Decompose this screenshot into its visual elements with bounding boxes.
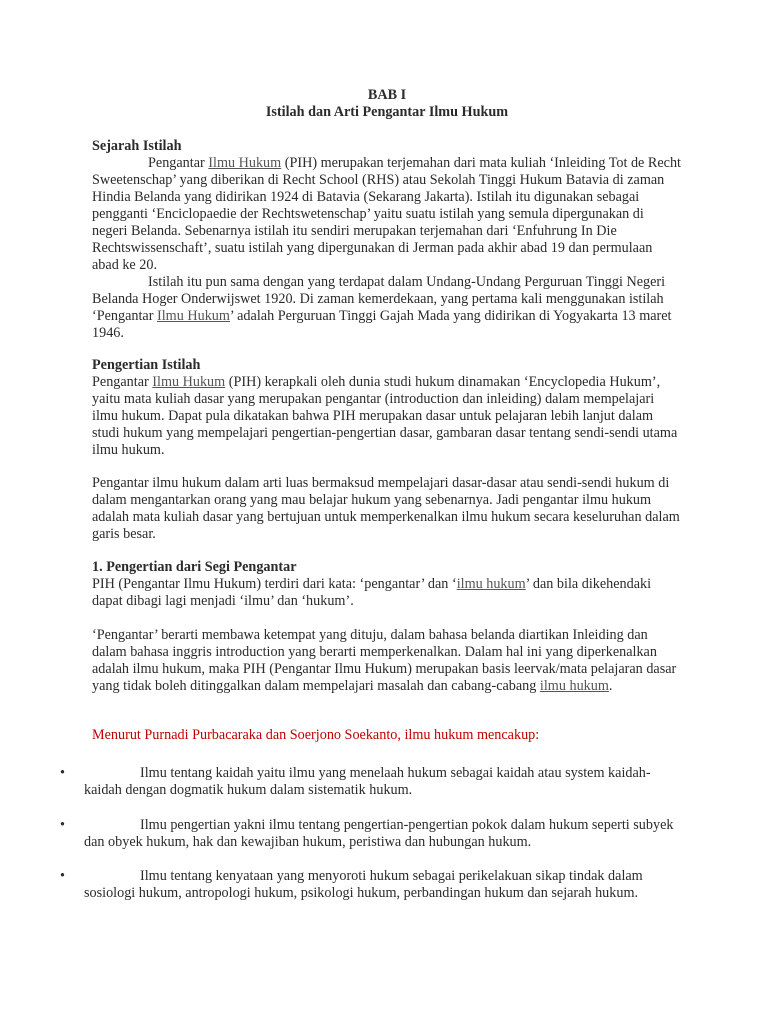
paragraph-sejarah-2: Istilah itu pun sama dengan yang terdapat dalam Undang-Undang Perguruan Tinggi Negeri Belanda Hoger Onderwijswet 1920. Di zaman kemerdekaan, yang pertama kali menggunakan istilah ‘Pengantar Ilmu Hukum’ adalah Perguruan Tinggi Gajah Mada yang didirikan di Yogyakarta 13 maret 1946. xyxy=(92,274,672,341)
link-ilmu-hukum[interactable]: ilmu hukum xyxy=(539,678,609,694)
bullet-icon: • xyxy=(60,868,65,884)
paragraph-segi-1: PIH (Pengantar Ilmu Hukum) terdiri dari kata: ‘pengantar’ dan ‘ilmu hukum’ dan bila dikehendaki dapat dibagi lagi menjadi ‘ilmu’ dan ‘hukum’. xyxy=(92,576,652,609)
heading-sejarah-istilah: Sejarah Istilah xyxy=(92,138,182,154)
bullet-item-2: Ilmu pengertian yakni ilmu tentang pengertian-pengertian pokok dalam hukum seperti subyek dan obyek hukum, hak dan kewajiban hukum, peristiwa dan hubungan hukum. xyxy=(84,817,674,850)
bullet-item-1: Ilmu tentang kaidah yaitu ilmu yang menelaah hukum sebagai kaidah atau system kaidah-kaidah dengan dogmatik hukum dalam sistematik hukum. xyxy=(84,765,651,798)
bullet-item-3: Ilmu tentang kenyataan yang menyoroti hukum sebagai perikelakuan sikap tindak dalam sosiologi hukum, antropologi hukum, psikologi hukum, perbandingan hukum dan sejarah hukum. xyxy=(84,868,643,901)
chapter-number: BAB I xyxy=(367,87,407,103)
bullet-icon: • xyxy=(60,765,65,781)
chapter-title: Istilah dan Arti Pengantar Ilmu Hukum xyxy=(265,104,509,120)
paragraph-pengertian-1: Pengantar Ilmu Hukum (PIH) kerapkali oleh dunia studi hukum dinamakan ‘Encyclopedia Hukum’, yaitu mata kuliah dasar yang merupakan pengantar (introduction dan inleiding) dalam mempelajari ilmu hukum. Dapat pula dikatakan bahwa PIH merupakan dasar untuk pelajaran lebih lanjut dalam studi hukum yang mempelajari pengertian-pengertian dasar, gambaran dasar tentang sendi-sendi utama ilmu hukum. xyxy=(92,374,678,458)
link-ilmu-hukum[interactable]: Ilmu Hukum xyxy=(208,155,282,171)
heading-segi-pengantar: 1. Pengertian dari Segi Pengantar xyxy=(92,559,297,575)
link-ilmu-hukum[interactable]: Ilmu Hukum xyxy=(152,374,226,390)
paragraph-pengertian-2: Pengantar ilmu hukum dalam arti luas bermaksud mempelajari dasar-dasar atau sendi-sendi hukum di dalam mengantarkan orang yang mau belajar hukum yang sebenarnya. Jadi pengantar ilmu hukum adalah mata kuliah dasar yang bertujuan untuk memperkenalkan ilmu hukum secara keseluruhan dalam garis besar. xyxy=(92,475,680,542)
red-intro-line: Menurut Purnadi Purbacaraka dan Soerjono Soekanto, ilmu hukum mencakup: xyxy=(92,727,540,743)
link-ilmu-hukum[interactable]: Ilmu Hukum xyxy=(157,308,230,324)
heading-pengertian-istilah: Pengertian Istilah xyxy=(92,357,201,373)
paragraph-sejarah-1: Pengantar Ilmu Hukum (PIH) merupakan terjemahan dari mata kuliah ‘Inleiding Tot de Recht Sweetenschap’ yang diberikan di Recht School (RHS) atau Sekolah Tinggi Hukum Batavia di zaman Hindia Belanda yang didirikan 1924 di Batavia (Sekarang Jakarta). Istilah itu digunakan sebagai pengganti ‘Enciclopaedie der Rechtswetenschap’ yaitu suatu istilah yang semula dipergunakan di negeri Belanda. Sebenarnya istilah itu sendiri merupakan terjemahan dari ‘Enfuhrung In Die Rechtswissenschaft’, suatu istilah yang dipergunakan di Jerman pada akhir abad 19 dan permulaan abad ke 20. xyxy=(92,155,681,273)
paragraph-segi-2: ‘Pengantar’ berarti membawa ketempat yang dituju, dalam bahasa belanda diartikan Inleiding dan dalam bahasa inggris introduction yang berarti memperkenalkan. Dalam hal ini yang diperkenalkan adalah ilmu hukum, maka PIH (Pengantar Ilmu Hukum) merupakan basis leervak/mata pelajaran dasar yang tidak boleh ditinggalkan dalam mempelajari masalah dan cabang-cabang ilmu hukum. xyxy=(92,627,677,694)
bullet-icon: • xyxy=(60,817,65,833)
link-ilmu-hukum[interactable]: ilmu hukum xyxy=(456,576,526,592)
